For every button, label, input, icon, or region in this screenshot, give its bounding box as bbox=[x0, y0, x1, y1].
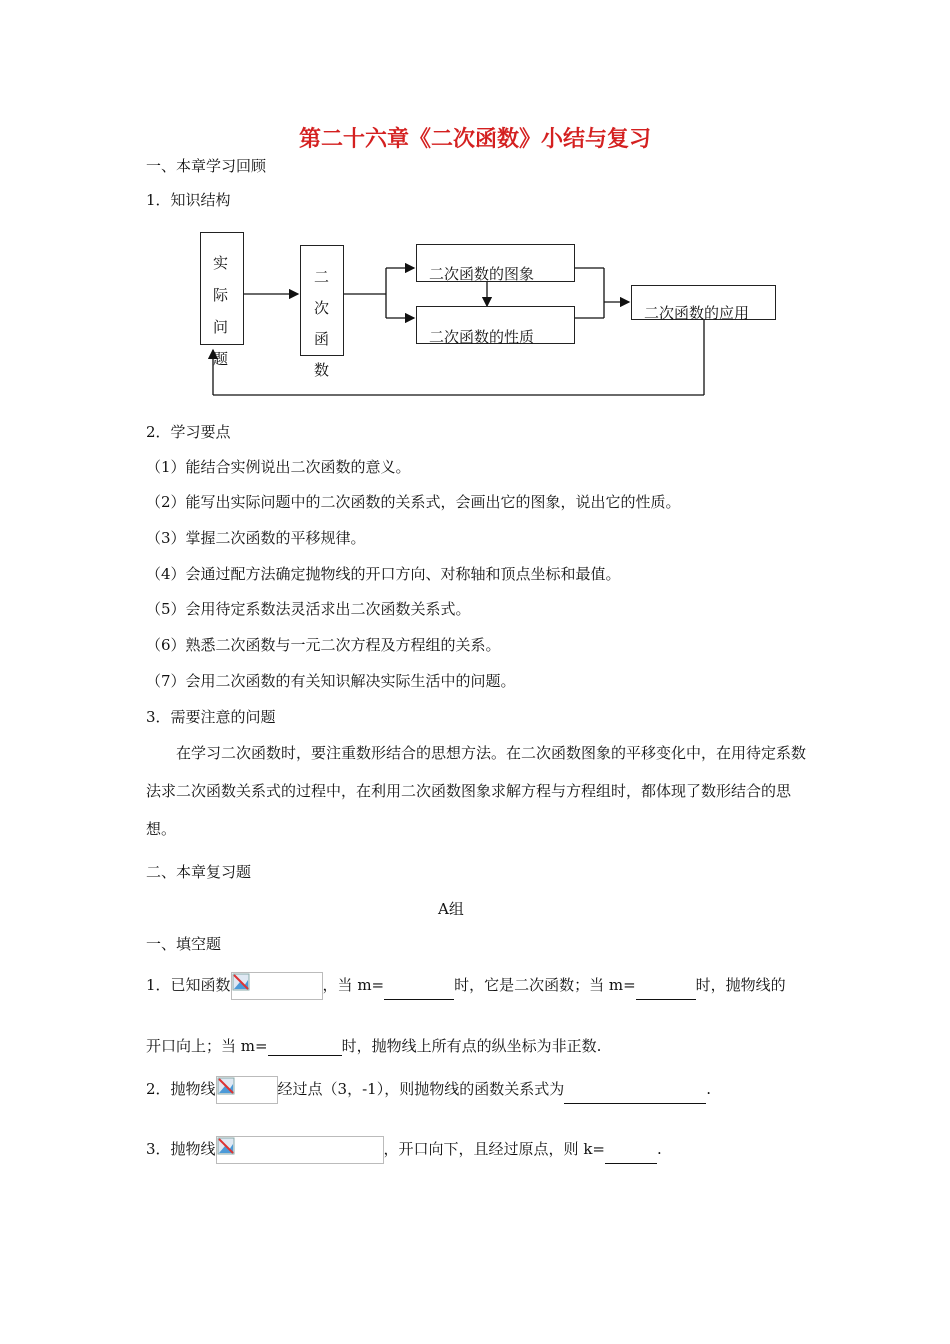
item-learning-points: 2．学习要点 bbox=[146, 423, 231, 441]
box-quadratic-function-char: 次 bbox=[314, 299, 330, 317]
answer-blank[interactable] bbox=[268, 1039, 342, 1056]
box-practical-problem-char: 际 bbox=[213, 286, 229, 304]
broken-image-icon bbox=[232, 973, 250, 991]
answer-blank[interactable] bbox=[605, 1147, 657, 1164]
box-function-application-label: 二次函数的应用 bbox=[644, 304, 750, 322]
learning-point: （4）会通过配方法确定抛物线的开口方向、对称轴和顶点坐标和最值。 bbox=[146, 565, 621, 583]
answer-blank[interactable] bbox=[564, 1087, 706, 1104]
learning-point: （5）会用待定系数法灵活求出二次函数关系式。 bbox=[146, 600, 471, 618]
question-2: 2．抛物线 经过点（3，-1），则抛物线的函数关系式为 . bbox=[146, 1076, 711, 1104]
box-function-properties-label: 二次函数的性质 bbox=[429, 328, 535, 346]
broken-image-icon bbox=[217, 1077, 235, 1095]
learning-point: （1）能结合实例说出二次函数的意义。 bbox=[146, 458, 411, 476]
page-title: 第二十六章《二次函数》小结与复习 bbox=[298, 127, 651, 152]
answer-blank[interactable] bbox=[384, 983, 454, 1000]
learning-point: （6）熟悉二次函数与一元二次方程及方程组的关系。 bbox=[146, 636, 501, 654]
box-practical-problem-char: 问 bbox=[213, 318, 229, 336]
formula-image-placeholder bbox=[216, 1136, 384, 1164]
learning-point: （2）能写出实际问题中的二次函数的关系式，会画出它的图象，说出它的性质。 bbox=[146, 493, 681, 511]
section-heading-exercises: 二、本章复习题 bbox=[146, 863, 252, 881]
box-function-graph-label: 二次函数的图象 bbox=[429, 265, 535, 283]
box-quadratic-function-char: 数 bbox=[314, 361, 330, 379]
section-heading-review: 一、本章学习回顾 bbox=[146, 157, 267, 175]
box-quadratic-function-char: 二 bbox=[314, 268, 330, 286]
learning-point: （3）掌握二次函数的平移规律。 bbox=[146, 529, 366, 547]
box-practical-problem-char: 题 bbox=[213, 350, 229, 368]
item-knowledge-structure: 1．知识结构 bbox=[146, 191, 231, 209]
box-practical-problem-char: 实 bbox=[213, 254, 229, 272]
learning-point: （7）会用二次函数的有关知识解决实际生活中的问题。 bbox=[146, 672, 516, 690]
box-quadratic-function-char: 函 bbox=[314, 330, 330, 348]
question-1-line-1: 1．已知函数 ，当 m= 时，它是二次函数；当 m= 时，抛物线的 bbox=[146, 972, 786, 1000]
fill-in-heading: 一、填空题 bbox=[146, 935, 222, 953]
answer-blank[interactable] bbox=[636, 983, 696, 1000]
item-notes: 3．需要注意的问题 bbox=[146, 708, 276, 726]
diagram-connectors bbox=[0, 0, 950, 420]
question-3: 3．抛物线 ，开口向下，且经过原点，则 k= . bbox=[146, 1136, 662, 1164]
formula-image-placeholder bbox=[231, 972, 323, 1000]
formula-image-placeholder bbox=[216, 1076, 278, 1104]
group-label: A组 bbox=[438, 900, 464, 918]
broken-image-icon bbox=[217, 1137, 235, 1155]
notes-paragraph: 在学习二次函数时，要注重数形结合的思想方法。在二次函数图象的平移变化中，在用待定系数法求二次函数关系式的过程中，在利用二次函数图象求解方程与方程组时，都体现了数形结合的思想。 bbox=[146, 744, 807, 838]
question-1-line-2: 开口向上；当 m= 时，抛物线上所有点的纵坐标为非正数. bbox=[146, 1037, 602, 1055]
